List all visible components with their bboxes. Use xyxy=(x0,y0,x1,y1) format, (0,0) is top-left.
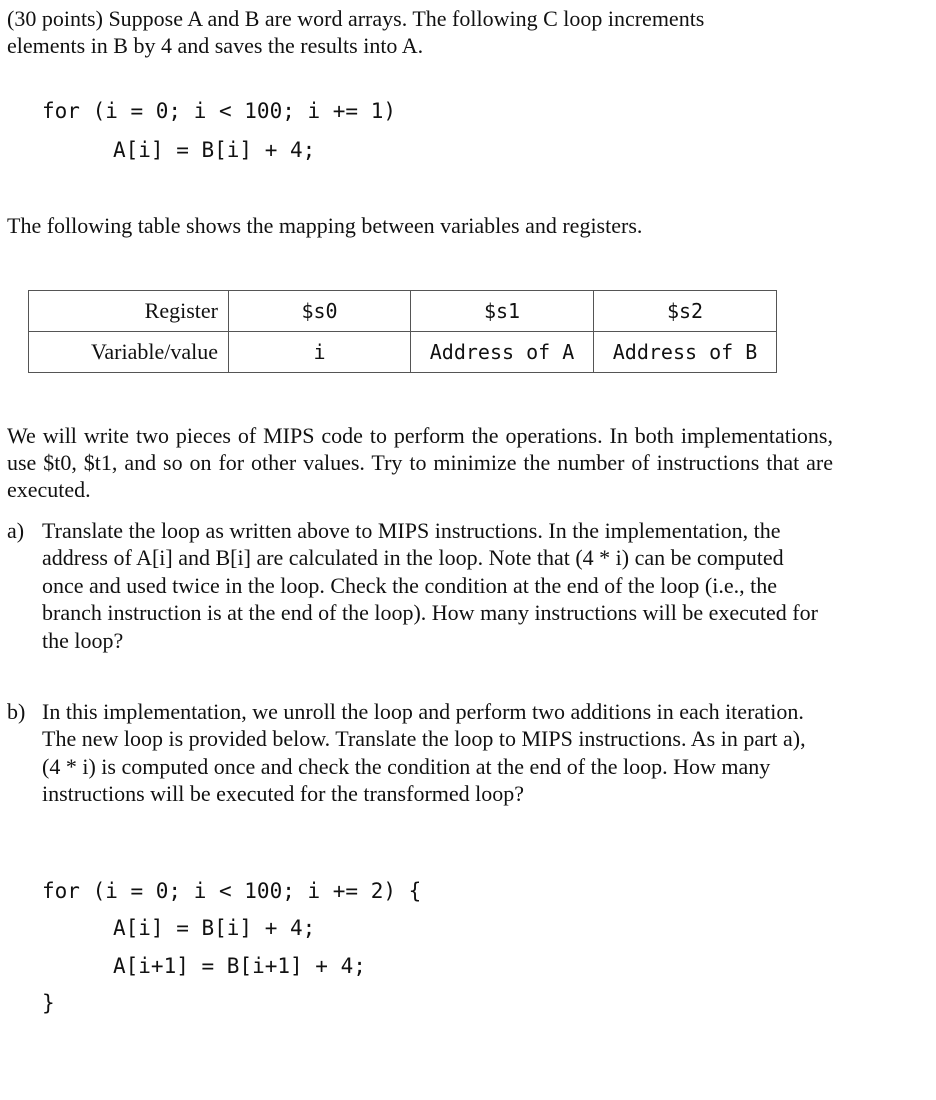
intro-line-2: elements in B by 4 and saves the results into A. xyxy=(7,33,424,58)
code1-line-1: for (i = 0; i < 100; i += 1) xyxy=(42,99,397,123)
code1-line-2: A[i] = B[i] + 4; xyxy=(113,138,316,162)
variable-address-b: Address of B xyxy=(594,332,777,373)
question-b-label: b) xyxy=(7,699,26,724)
question-a-text: Translate the loop as written above to MIPS instructions. In the implementation, the address of A[i] and B[i] are calculated in the loop. Note that (4 * i) can be computed once and used twice in the loop. Check the condition at the end of the loop (i.e., the branch instruction is at the end of the loop). How many instructions will be executed for the loop? xyxy=(42,518,818,653)
instructions-paragraph: We will write two pieces of MIPS code to perform the operations. In both implementations, use $t0, $t1, and so on for other values. Try to minimize the number of instructions that are executed. xyxy=(7,423,833,502)
table-row xyxy=(29,291,777,332)
code2-line-1: for (i = 0; i < 100; i += 2) { xyxy=(42,879,422,903)
register-mapping-table xyxy=(28,290,777,373)
variable-address-a: Address of A xyxy=(411,332,594,373)
row-label-variable: Variable/value xyxy=(29,332,229,373)
question-b-text: In this implementation, we unroll the loop and perform two additions in each iteration. The new loop is provided below. Translate the loop to MIPS instructions. As in part a), (4 * i) is computed once and check the condition at the end of the loop. How many instructions will be executed for the transformed loop? xyxy=(42,699,806,807)
row-label-register: Register xyxy=(29,291,229,332)
register-s2: $s2 xyxy=(594,291,777,332)
table-intro: The following table shows the mapping between variables and registers. xyxy=(7,213,643,238)
intro-line-1: (30 points) Suppose A and B are word arrays. The following C loop increments xyxy=(7,6,705,31)
question-a-label: a) xyxy=(7,518,25,543)
code2-line-2: A[i] = B[i] + 4; xyxy=(113,916,316,940)
variable-i: i xyxy=(229,332,411,373)
register-s0: $s0 xyxy=(229,291,411,332)
code2-line-4: } xyxy=(42,991,55,1015)
code2-line-3: A[i+1] = B[i+1] + 4; xyxy=(113,954,366,978)
register-s1: $s1 xyxy=(411,291,594,332)
table-row xyxy=(29,332,777,373)
